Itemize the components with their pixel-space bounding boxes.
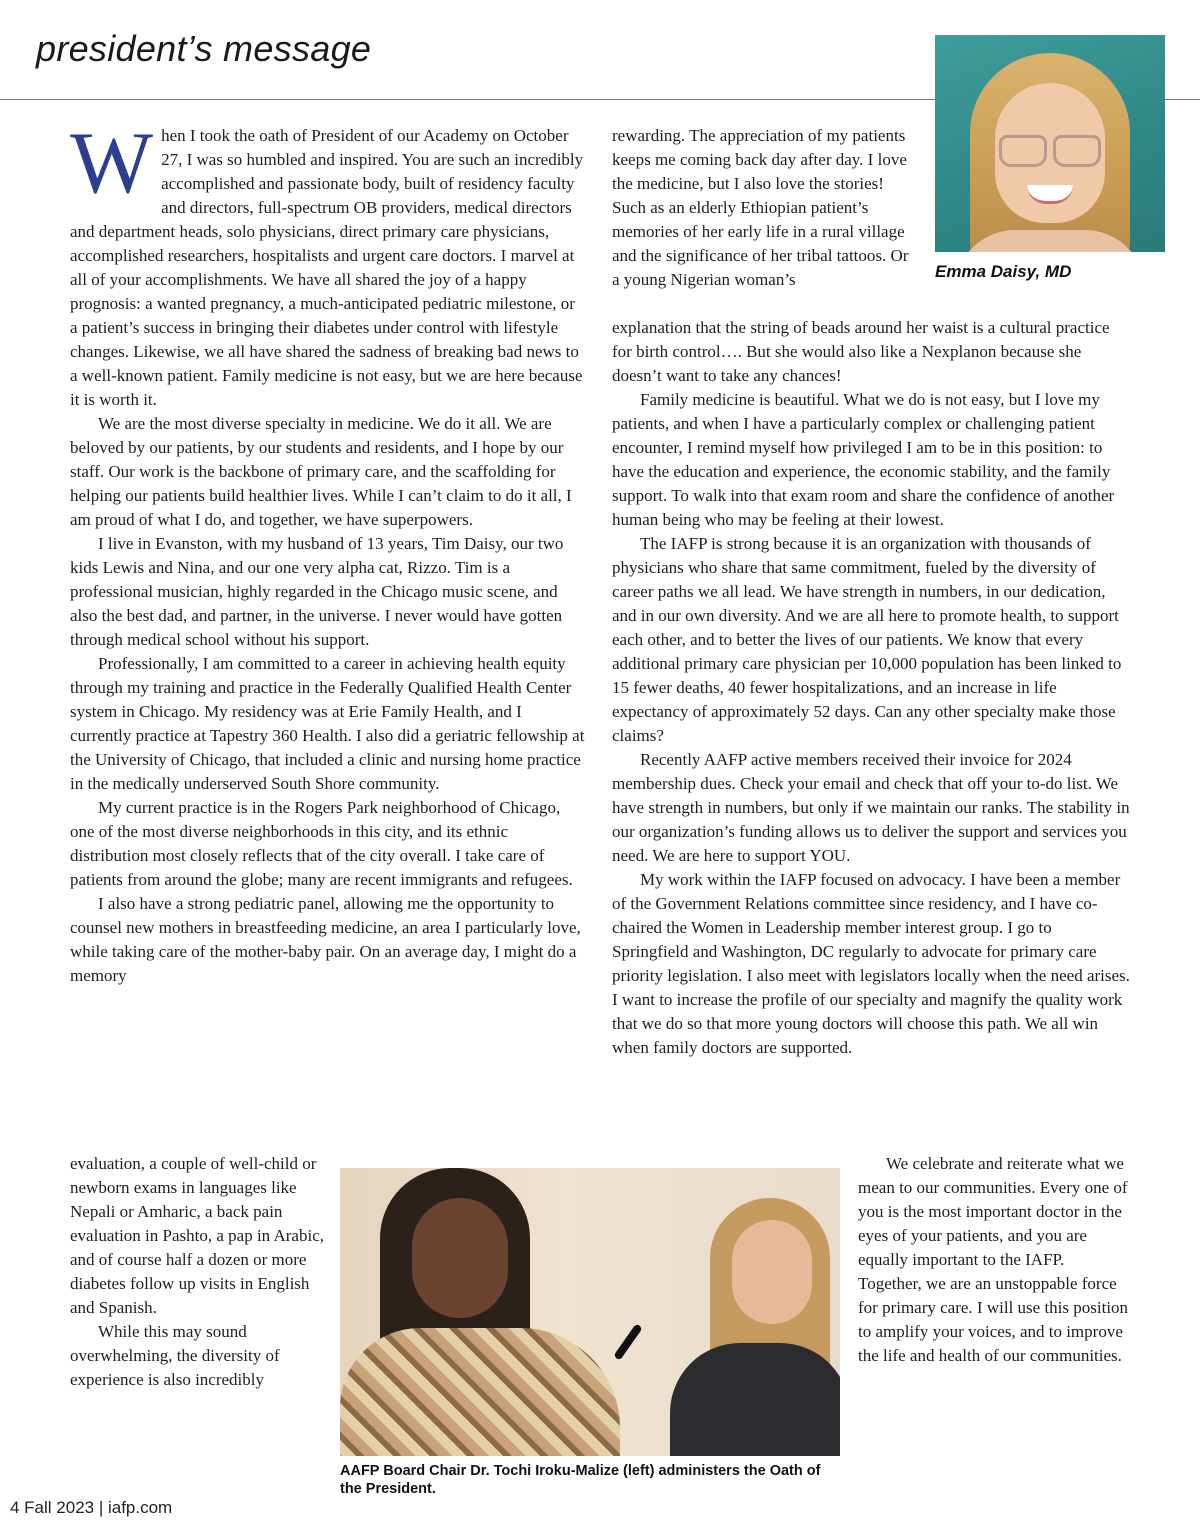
- article-paragraph: The IAFP is strong because it is an organization with thousands of physicians who share that same commitment, fueled by the diversity of career paths we all lead. We have strength in numbers, in our dedication, and in our own diversity. And we are all here to promote health, to support each other, and to better the lives of our patients. We know that every additional primary care physician per 10,000 population has been linked to 15 fewer deaths, 40 fewer hospitalizations, and an increase in life expectancy of approximately 52 days. Can any other specialty make those claims?: [612, 534, 1122, 745]
- photo-caption: AAFP Board Chair Dr. Tochi Iroku-Malize (left) administers the Oath of the President.: [340, 1463, 821, 1497]
- article-paragraph: evaluation, a couple of well-child or newborn exams in languages like Nepali or Amharic, a back pain evaluation in Pashto, a pap in Arabic, and of course half a dozen or more diabetes follow up visits in English and Spanish.: [70, 1154, 324, 1317]
- oath-ceremony-photo: [340, 1168, 840, 1456]
- article-paragraph: Recently AAFP active members received their invoice for 2024 membership dues. Check your email and check that off your to-do list. We have strength in numbers, but only if we maintain our ranks. The stability in our organization’s funding allows us to deliver the support and services you need. We are here to support YOU.: [612, 750, 1130, 865]
- article-column-right-narrow: [858, 1152, 1130, 1368]
- article-column-left-narrow: [70, 1152, 325, 1392]
- article-column-right: [612, 316, 1132, 1060]
- author-portrait: [935, 35, 1165, 252]
- article-paragraph: My current practice is in the Rogers Park neighborhood of Chicago, one of the most diverse neighborhoods in this city, and its ethnic distribution most closely reflects that of the city overall. I take care of patients from around the globe; many are recent immigrants and refugees.: [70, 798, 573, 889]
- article-column-left: [70, 115, 585, 988]
- article-paragraph: explanation that the string of beads around her waist is a cultural practice for birth control…. But she would also like a Nexplanon because she doesn’t want to take any chances!: [612, 318, 1110, 385]
- article-paragraph: We celebrate and reiterate what we mean to our communities. Every one of you is the most important doctor in the eyes of your patients, and you are equally important to the IAFP. Together, we are an unstoppable force for primary care. I will use this position to amplify your voices, and to improve the life and health of our communities.: [858, 1154, 1129, 1365]
- article-paragraph: When I took the oath of President of our Academy on October 27, I was so humbled and inspired. You are such an incredibly accomplished and passionate body, built of residency faculty and directors, full-spectrum OB providers, medical directors and department heads, solo physicians, direct primary care physicians, accomplished researchers, hospitalists and urgent care doctors. I marvel at all of your accomplishments. We have all shared the joy of a happy prognosis: a wanted pregnancy, a much-anticipated pediatric milestone, or a patient’s success in bringing their diabetes under control with lifestyle changes. Likewise, we all have shared the sadness of breaking bad news to a well-known patient. Family medicine is not easy, but we are here because it is worth it.: [70, 115, 584, 409]
- article-paragraph: rewarding. The appreciation of my patients keeps me coming back day after day. I love the medicine, but I also love the stories! Such as an elderly Ethiopian patient’s memories of her early life in a rural village and the significance of her tribal tattoos. Or a young Nigerian woman’s: [612, 126, 909, 289]
- page-footer: 4 Fall 2023 | iafp.com: [10, 1498, 173, 1517]
- section-title: president’s message: [36, 28, 372, 69]
- article-paragraph: We are the most diverse specialty in medicine. We do it all. We are beloved by our patients, by our students and residents, and I hope by our staff. Our work is the backbone of primary care, and the scaffolding for helping our patients build healthier lives. While I can’t claim to do it all, I am proud of what I do, and together, we have superpowers.: [70, 414, 572, 529]
- article-paragraph: Professionally, I am committed to a career in achieving health equity through my training and practice in the Federally Qualified Health Center system in Chicago. My residency was at Erie Family Health, and I currently practice at Tapestry 360 Health. I also did a geriatric fellowship at the University of Chicago, that included a clinic and nursing home practice in the medically underserved South Shore community.: [70, 654, 585, 793]
- article-column-right-top: [612, 124, 912, 292]
- microphone-icon: [613, 1323, 642, 1360]
- portrait-caption: Emma Daisy, MD: [935, 262, 1072, 281]
- article-paragraph: I also have a strong pediatric panel, allowing me the opportunity to counsel new mothers in breastfeeding medicine, an area I particularly love, while taking care of the mother-baby pair. On an average day, I might do a memory: [70, 894, 581, 985]
- article-paragraph: I live in Evanston, with my husband of 13 years, Tim Daisy, our two kids Lewis and Nina, and our one very alpha cat, Rizzo. Tim is a professional musician, highly regarded in the Chicago music scene, and also the best dad, and partner, in the universe. I never would have gotten through medical school without his support.: [70, 534, 564, 649]
- article-paragraph: While this may sound overwhelming, the diversity of experience is also incredibly: [70, 1322, 280, 1389]
- article-paragraph: My work within the IAFP focused on advocacy. I have been a member of the Government Relations committee since residency, and I have co-chaired the Women in Leadership member interest group. I go to Springfield and Washington, DC regularly to advocate for primary care priority legislation. I also meet with legislators locally when the need arises. I want to increase the profile of our specialty and magnify the quality work that we do so that more young doctors will choose this path. We all win when family doctors are supported.: [612, 870, 1130, 1057]
- article-paragraph: Family medicine is beautiful. What we do is not easy, but I love my patients, and when I have a particularly complex or challenging patient encounter, I remind myself how privileged I am to be in this position: to have the education and experience, the economic stability, and the family support. To walk into that exam room and share the confidence of another human being who may be feeling at their lowest.: [612, 390, 1115, 529]
- drop-cap: W: [70, 115, 154, 212]
